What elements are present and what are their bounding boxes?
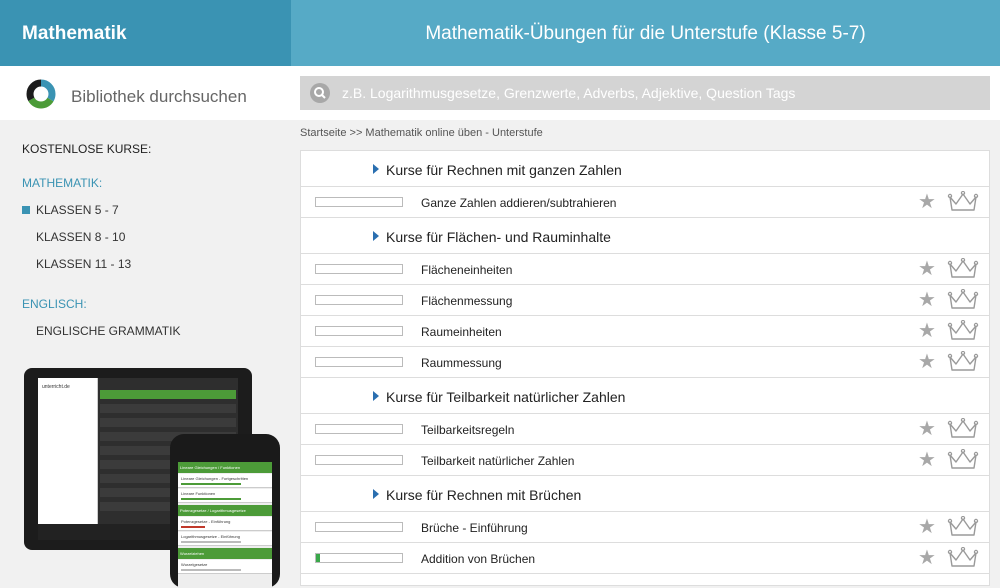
active-bullet <box>22 206 30 214</box>
progress-bar <box>315 553 403 563</box>
triangle-right-icon <box>373 164 379 174</box>
phone-image <box>170 434 280 588</box>
course-row[interactable] <box>301 543 990 574</box>
phone-item-label: Logarithmusgesetze - Einführung <box>181 534 240 539</box>
crown-icon[interactable] <box>947 320 979 342</box>
triangle-right-icon <box>373 489 379 499</box>
course-row[interactable] <box>301 285 990 316</box>
phone-item-label: Wurzelgesetze <box>181 562 208 567</box>
crown-icon[interactable] <box>947 351 979 373</box>
sidebar-item-englische-grammatik[interactable]: ENGLISCHE GRAMMATIK <box>36 324 181 338</box>
breadcrumb[interactable]: Startseite >> Mathematik online üben - Unterstufe <box>300 127 543 139</box>
course-section-header[interactable] <box>301 151 990 187</box>
phone-item-label: Lineare Gleichungen - Fortgeschritten <box>181 476 249 481</box>
section-title: Kurse für Flächen- und Rauminhalte <box>386 229 611 245</box>
phone-header <box>178 548 272 559</box>
crown-icon[interactable] <box>947 258 979 280</box>
progress-bar <box>315 522 403 532</box>
section-title: Kurse für Teilbarkeit natürlicher Zahlen <box>386 389 626 405</box>
star-icon[interactable]: ★ <box>918 351 936 373</box>
star-icon[interactable]: ★ <box>918 289 936 311</box>
phone-progress <box>181 541 241 543</box>
phone-progress <box>181 526 205 528</box>
course-name[interactable]: Flächeneinheiten <box>421 263 513 277</box>
star-icon[interactable]: ★ <box>918 547 936 569</box>
progress-fill <box>316 554 320 562</box>
sidebar-heading: KOSTENLOSE KURSE: <box>22 142 152 156</box>
course-section-header[interactable] <box>301 378 990 414</box>
phone-header <box>178 462 272 473</box>
devices-image <box>24 368 282 586</box>
progress-bar <box>315 295 403 305</box>
phone-screen <box>178 462 272 588</box>
crown-icon[interactable] <box>947 418 979 440</box>
progress-bar <box>315 357 403 367</box>
crown-icon[interactable] <box>947 449 979 471</box>
phone-header <box>178 505 272 516</box>
phone-progress <box>181 498 241 500</box>
search-box[interactable] <box>300 76 990 110</box>
star-icon[interactable]: ★ <box>918 418 936 440</box>
phone-item <box>178 489 272 503</box>
phone-item-label: Potenzgesetze - Einführung <box>181 519 231 524</box>
phone-item <box>178 517 272 531</box>
progress-bar <box>315 326 403 336</box>
tablet-logo: unterricht.de <box>42 384 70 390</box>
top-bar <box>0 0 1000 66</box>
course-row[interactable] <box>301 445 990 476</box>
phone-progress <box>181 569 241 571</box>
course-name[interactable]: Raumeinheiten <box>421 325 502 339</box>
triangle-right-icon <box>373 231 379 241</box>
course-section-header[interactable] <box>301 218 990 254</box>
phone-header-label: Potenzgesetze / Logarithmusgesetze <box>180 508 246 513</box>
course-row[interactable] <box>301 254 990 285</box>
course-name[interactable]: Ganze Zahlen addieren/subtrahieren <box>421 196 617 210</box>
course-row[interactable] <box>301 347 990 378</box>
sidebar-category-englisch: ENGLISCH: <box>22 297 87 311</box>
sidebar-item-klassen-8-10[interactable]: KLASSEN 8 - 10 <box>36 230 126 244</box>
triangle-right-icon <box>373 391 379 401</box>
search-bar <box>0 66 1000 120</box>
sidebar-item-klassen-5-7[interactable]: KLASSEN 5 - 7 <box>36 203 119 217</box>
phone-header-label: Lineare Gleichungen / Funktionen <box>180 465 241 470</box>
course-name[interactable]: Teilbarkeitsregeln <box>421 423 515 437</box>
star-icon[interactable]: ★ <box>918 191 936 213</box>
course-name[interactable]: Raummessung <box>421 356 502 370</box>
section-title: Kurse für Rechnen mit Brüchen <box>386 487 582 503</box>
progress-bar <box>315 455 403 465</box>
tablet-row <box>100 418 236 427</box>
page-title: Mathematik-Übungen für die Unterstufe (Klasse 5-7) <box>291 0 1000 66</box>
course-row[interactable] <box>301 414 990 445</box>
tablet-row <box>100 404 236 413</box>
phone-item <box>178 474 272 488</box>
course-row[interactable] <box>301 316 990 347</box>
course-name[interactable]: Brüche - Einführung <box>421 521 528 535</box>
star-icon[interactable]: ★ <box>918 516 936 538</box>
phone-header-label: Wurzelziehen <box>180 551 205 556</box>
search-input[interactable] <box>342 76 982 110</box>
progress-bar <box>315 197 403 207</box>
phone-item <box>178 532 272 546</box>
course-name[interactable]: Addition von Brüchen <box>421 552 536 566</box>
tablet-nav <box>38 378 98 540</box>
search-icon[interactable] <box>310 83 330 103</box>
logo-icon[interactable] <box>26 79 56 109</box>
tablet-row <box>100 390 236 399</box>
star-icon[interactable]: ★ <box>918 320 936 342</box>
course-list-panel <box>300 150 990 586</box>
crown-icon[interactable] <box>947 191 979 213</box>
progress-bar <box>315 264 403 274</box>
sidebar <box>0 120 290 586</box>
star-icon[interactable]: ★ <box>918 258 936 280</box>
progress-bar <box>315 424 403 434</box>
course-name[interactable]: Teilbarkeit natürlicher Zahlen <box>421 454 575 468</box>
course-section-header[interactable] <box>301 476 990 512</box>
star-icon[interactable]: ★ <box>918 449 936 471</box>
brand-title[interactable]: Mathematik <box>0 0 291 66</box>
phone-progress <box>181 483 241 485</box>
phone-item-label: Lineare Funktionen <box>181 491 216 496</box>
course-row[interactable] <box>301 187 990 218</box>
sidebar-item-klassen-11-13[interactable]: KLASSEN 11 - 13 <box>36 257 132 271</box>
course-name[interactable]: Flächenmessung <box>421 294 513 308</box>
crown-icon[interactable] <box>947 516 979 538</box>
crown-icon[interactable] <box>947 547 979 569</box>
sidebar-category-mathematik: MATHEMATIK: <box>22 176 103 190</box>
phone-item <box>178 560 272 574</box>
section-title: Kurse für Rechnen mit ganzen Zahlen <box>386 162 622 178</box>
crown-icon[interactable] <box>947 289 979 311</box>
search-label: Bibliothek durchsuchen <box>71 87 247 106</box>
course-row[interactable] <box>301 512 990 543</box>
